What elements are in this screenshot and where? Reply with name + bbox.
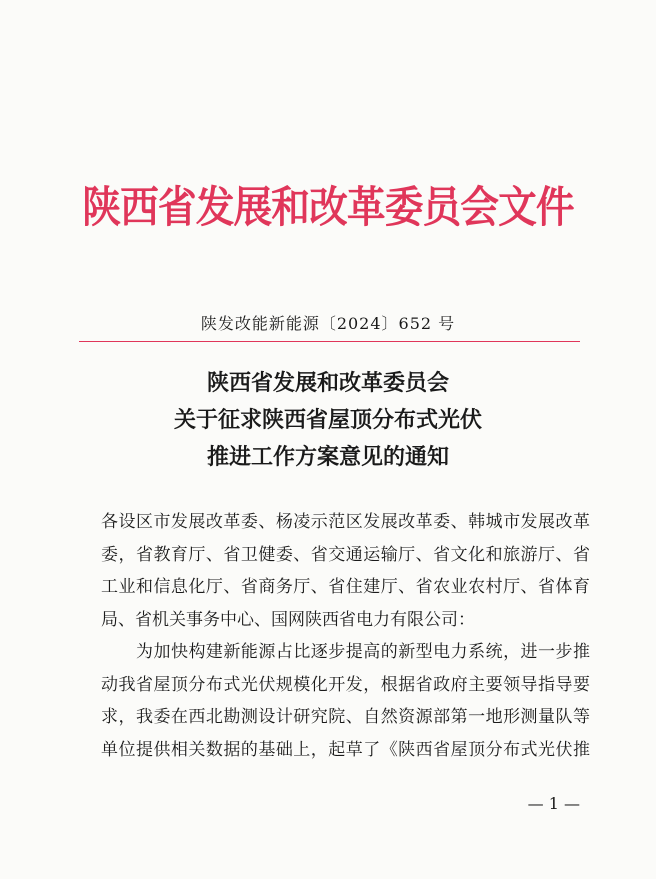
recipients-line-3: 工业和信息化厅、省商务厅、省住建厅、省农业农村厅、省体育 [101, 577, 590, 597]
title-line-3: 推进工作方案意见的通知 [206, 445, 449, 470]
recipients-line-1: 各设区市发展改革委、杨凌示范区发展改革委、韩城市发展改革 [101, 512, 590, 532]
document-number: 陕发改能新能源〔2024〕652 号 [200, 314, 456, 333]
document-header: 陕西省发展和改革委员会文件 [82, 183, 574, 233]
recipients-line-4: 局、省机关事务中心、国网陕西省电力有限公司： [101, 609, 475, 630]
document-title [0, 365, 656, 476]
recipients-line-2: 委，省教育厅、省卫健委、省交通运输厅、省文化和旅游厅、省 [101, 544, 590, 565]
paragraph-line-4: 单位提供相关数据的基础上，起草了《陕西省屋顶分布式光伏推 [101, 739, 590, 760]
paragraph-line-3: 求，我委在西北勘测设计研究院、自然资源部第一地形测量队等 [101, 707, 590, 727]
document-body [101, 506, 590, 766]
title-line-2: 关于征求陕西省屋顶分布式光伏 [173, 408, 482, 433]
red-divider-line [79, 341, 580, 342]
paragraph-line-2: 动我省屋顶分布式光伏规模化开发，根据省政府主要领导指导要 [101, 674, 590, 695]
title-line-1: 陕西省发展和改革委员会 [206, 371, 449, 396]
page-number: — 1 — [527, 794, 580, 813]
paragraph-line-1: 为加快构建新能源占比逐步提高的新型电力系统，进一步推 [136, 642, 590, 662]
